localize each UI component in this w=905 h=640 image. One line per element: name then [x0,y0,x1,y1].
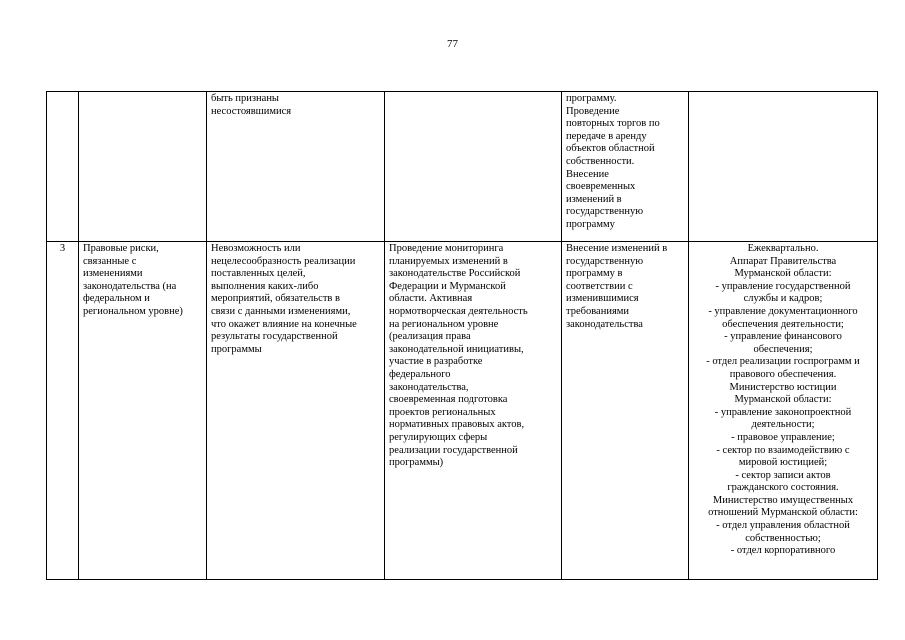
text-line: федеральном и [83,293,150,305]
text-line: Проведение мониторинга [389,243,504,254]
text-line: изменениями [83,268,143,280]
cell-responsible [689,242,878,580]
risk-table [46,91,878,580]
text-line: мировой юстицией; [738,457,828,469]
text-line: Внесение изменений в [566,243,668,254]
cell-response [562,92,689,242]
text-line: программы [211,343,262,355]
text-line: планируемых изменений в [389,255,508,267]
text-line: - отдел управления областной [716,520,850,532]
text-line: государственную [566,206,644,218]
text-line: быть признаны [211,93,279,104]
text-line: - управление финансового [724,331,842,343]
text-line: программу в [566,268,623,280]
cell-measures [385,92,562,242]
text-line: Проведение [566,105,620,117]
cell-num [47,92,79,242]
text-line: своевременная подготовка [389,394,508,406]
page-number: 77 [447,38,458,50]
table-row-3 [47,242,878,580]
text-line: - управление документационного [708,305,858,317]
text-line: программу [566,218,615,230]
text-line: правового обеспечения. [729,368,837,380]
text-line: объектов областной [566,143,655,155]
text-line: - сектор по взаимодействию с [716,444,850,456]
text-line: Аппарат Правительства [729,255,837,267]
text-line: Мурманской области: [734,268,832,280]
table-row-continuation [47,92,878,242]
text-line: - отдел корпоративного [730,545,836,557]
cell-risk [79,92,207,242]
text-line: соответствии с [566,280,633,292]
cell-description [207,242,385,580]
text-line: государственную [566,255,644,267]
text-line: изменений в [566,193,622,205]
text-line: Правовые риски, [83,243,159,254]
text-line: повторных торгов по [566,118,660,130]
text-line: программу. [566,93,617,104]
text-line: отношений Мурманской области: [708,507,858,519]
text-line: реализации государственной [389,444,518,456]
text-line: законодательства, [389,381,469,393]
text-line: проектов региональных [389,406,496,418]
text-line: своевременных [566,181,636,193]
text-line: обеспечения; [753,343,813,355]
text-line: законодательства (на [83,280,177,292]
text-line: - управление государственной [715,280,851,292]
text-line: Ежеквартально. [747,243,819,254]
text-line: связи с данными изменениями, [211,305,351,317]
text-line: выполнения каких-либо [211,280,319,292]
text-line: результаты государственной [211,331,338,343]
text-line: - правовое управление; [731,431,835,443]
text-line: (реализация права [389,331,471,343]
text-line: гражданского состояния. [727,482,839,494]
text-line: мероприятий, обязательств в [211,293,340,305]
cell-responsible [689,92,878,242]
text-line: Министерство имущественных [712,494,854,506]
text-line: - сектор записи актов [735,469,831,481]
text-line: законодательства [566,318,643,330]
text-line: нецелесообразность реализации [211,255,356,267]
text-line: поставленных целей, [211,268,306,280]
text-line: несостоявшимися [211,105,292,117]
text-line: собственности. [566,155,635,167]
text-line: Федерации и Мурманской [389,280,506,292]
text-line: - управление законопроектной [714,406,852,418]
text-line: Министерство юстиции [729,381,837,393]
text-line: нормотворческая деятельность [389,305,528,317]
text-line: на региональном уровне [389,318,499,330]
text-line: что окажет влияние на конечные [211,318,357,330]
text-line: участие в разработке [389,356,483,368]
text-line: Невозможность или [211,243,301,254]
text-line: службы и кадров; [743,293,823,305]
text-line: федерального [389,368,451,380]
text-line: - отдел реализации госпрограмм и [706,356,860,368]
text-line: деятельности; [751,419,815,431]
text-line: собственностью; [745,532,821,544]
text-line: региональном уровне) [83,305,183,317]
text-line: Внесение [566,168,609,180]
text-line: законодательстве Российской [389,268,521,280]
text-line: изменившимися [566,293,639,305]
cell-risk [79,242,207,580]
text-line: программы) [389,457,444,469]
text-line: регулирующих сферы [389,431,488,443]
text-line: Мурманской области: [734,394,832,406]
text-line: области. Активная [389,293,473,305]
text-line: обеспечения деятельности; [722,318,844,330]
cell-num: 3 [47,242,79,580]
cell-measures [385,242,562,580]
text-line: законодательной инициативы, [389,343,524,355]
text-line: требованиями [566,305,630,317]
text-line: передаче в аренду [566,130,647,142]
cell-description [207,92,385,242]
text-line: связанные с [83,255,137,267]
cell-response [562,242,689,580]
text-line: нормативных правовых актов, [389,419,525,431]
